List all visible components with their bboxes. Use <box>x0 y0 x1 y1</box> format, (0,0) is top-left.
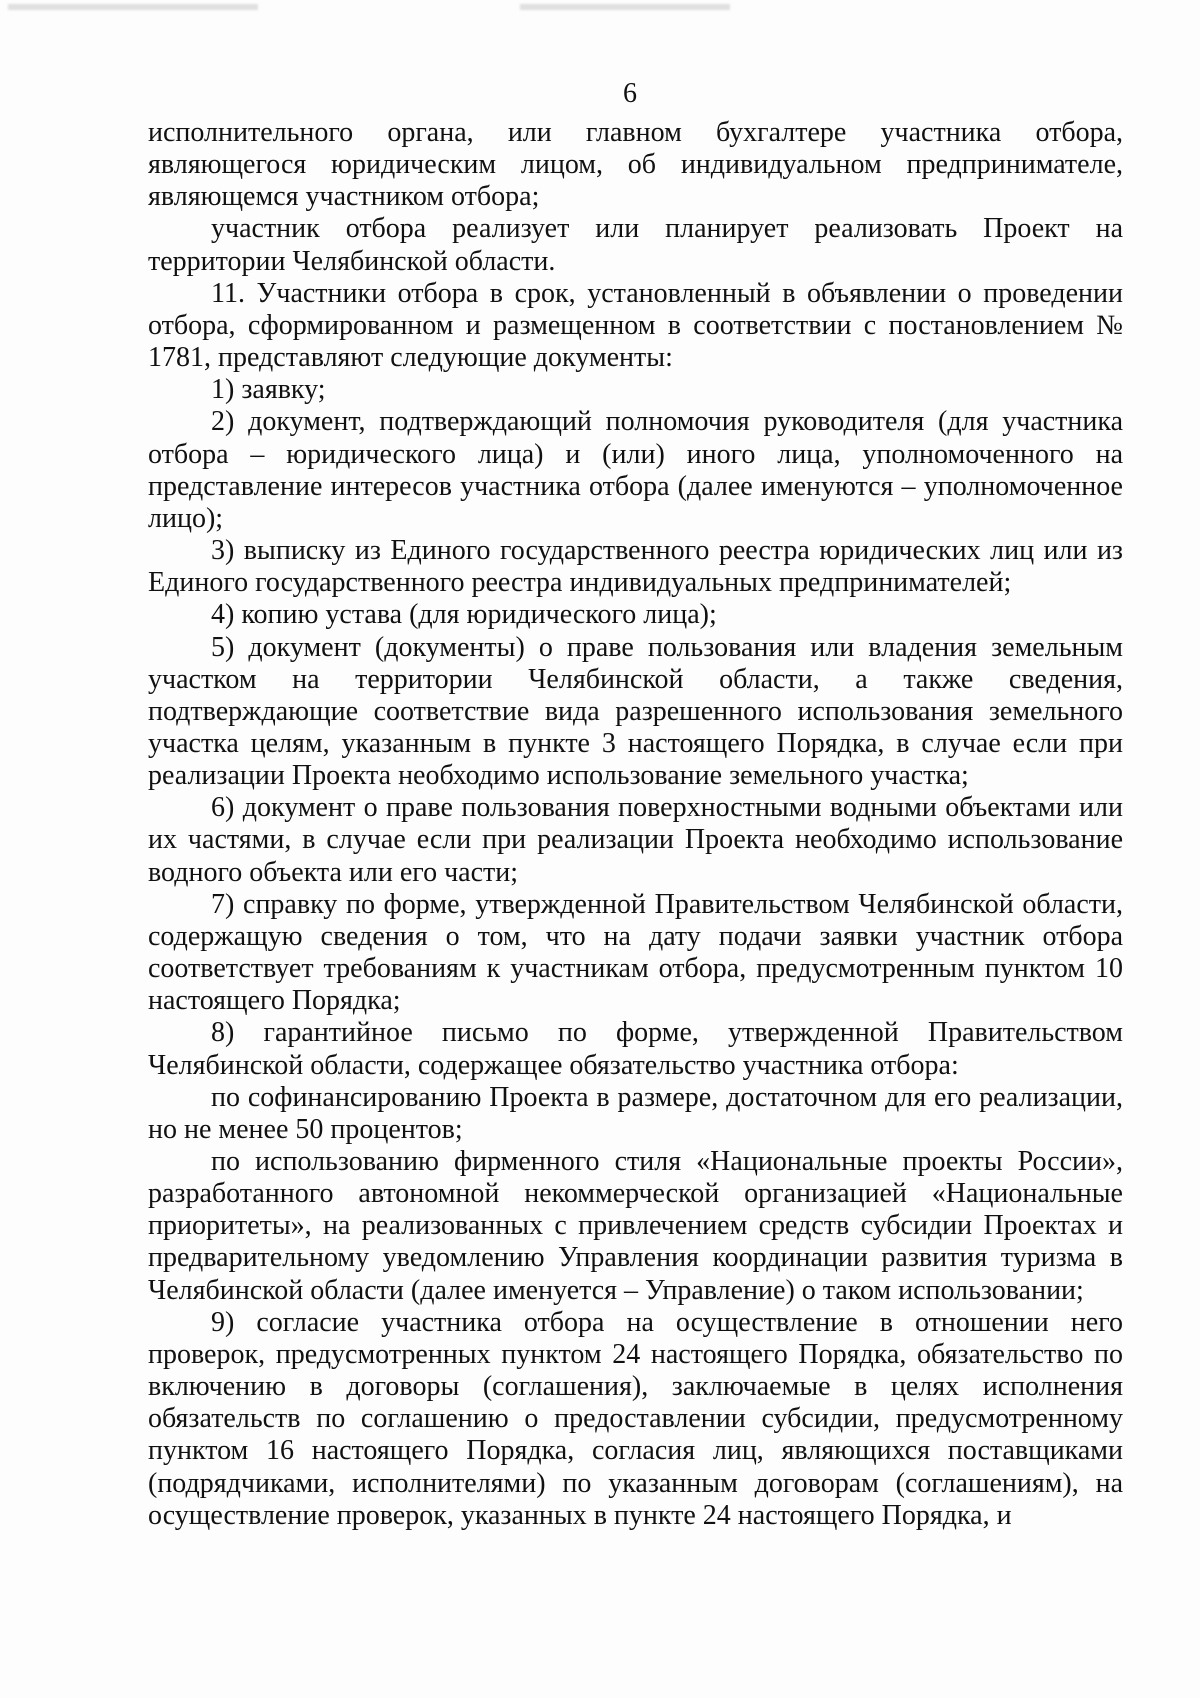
sub-item-brand-style: по использованию фирменного стиля «Национальные проекты России», разработанного автономной некоммерческой организацией «Национальные приоритеты», на реализованных с привлечением средств субсидии Проектах и предварительному уведомлению Управления координации развития туризма в Челябинской области (далее именуется – Управление) о таком использовании; <box>148 1146 1123 1306</box>
list-item-1: 1) заявку; <box>211 374 326 406</box>
list-item-3: 3) выписку из Единого государственного реестра юридических лиц или из Единого государственного реестра индивидуальных предпринимателей; <box>148 535 1123 599</box>
paragraph-item-11: 11. Участники отбора в срок, установленный в объявлении о проведении отбора, сформированном и размещенном в соответствии с постановлением № 1781, представляют следующие документы: <box>148 277 1123 374</box>
list-item-6: 6) документ о праве пользования поверхностными водными объектами или их частями, в случае если при реализации Проекта необходимо использование водного объекта или его части; <box>148 792 1123 888</box>
scan-artifact <box>520 4 730 10</box>
document-body <box>148 117 1123 1532</box>
list-item-4: 4) копию устава (для юридического лица); <box>211 599 717 631</box>
page-number: 6 <box>623 78 637 109</box>
list-item-7: 7) справку по форме, утвержденной Правительством Челябинской области, содержащую сведения о том, что на дату подачи заявки участник отбора соответствует требованиям к участникам отбора, предусмотренным пунктом 10 настоящего Порядка; <box>148 888 1123 1017</box>
list-item-2: 2) документ, подтверждающий полномочия руководителя (для участника отбора – юридического лица) и (или) иного лица, уполномоченного на представление интересов участника отбора (далее именуются – уполномоченное лицо); <box>148 406 1123 534</box>
list-item-9: 9) согласие участника отбора на осуществление в отношении него проверок, предусмотренных пунктом 24 настоящего Порядка, обязательство по включению в договоры (соглашения), заключаемые в целях исполнения обязательств по соглашению о предоставлении субсидии, предусмотренному пунктом 16 настоящего Порядка, согласия лиц, являющихся поставщиками (подрядчиками, исполнителями) по указанным договорам (соглашениям), на осуществление проверок, указанных в пункте 24 настоящего Порядка, и <box>148 1306 1123 1531</box>
paragraph-continuation: исполнительного органа, или главном бухгалтере участника отбора, являющегося юридическим лицом, об индивидуальном предпринимателе, являющемся участником отбора; <box>148 117 1123 213</box>
paragraph: участник отбора реализует или планирует реализовать Проект на территории Челябинской области. <box>148 213 1123 277</box>
scan-artifact <box>8 4 258 10</box>
list-item-5: 5) документ (документы) о праве пользования или владения земельным участком на территории Челябинской области, а также сведения, подтверждающие соответствие вида разрешенного использования земельного участка целям, указанным в пункте 3 настоящего Порядка, в случае если при реализации Проекта необходимо использование земельного участка; <box>148 631 1123 792</box>
list-item-8: 8) гарантийное письмо по форме, утвержденной Правительством Челябинской области, содержащее обязательство участника отбора: <box>148 1017 1123 1081</box>
sub-item-cofinancing: по софинансированию Проекта в размере, достаточном для его реализации, но не менее 50 процентов; <box>148 1081 1123 1145</box>
